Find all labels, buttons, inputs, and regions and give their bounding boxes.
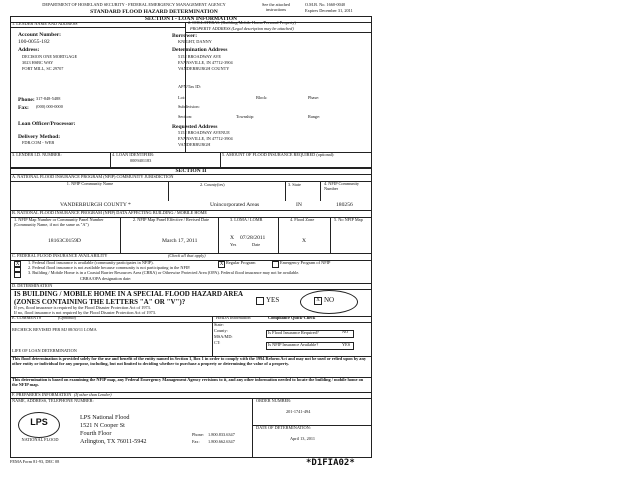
loma-check: X: [230, 235, 235, 241]
preparer-name-label: NAME, ADDRESS, TELEPHONE NUMBER:: [12, 398, 94, 403]
req-line1: 5152 BROADWAY AVENUE: [178, 130, 230, 135]
partD-note1: If yes, flood insurance is required by the Flood Disaster Protection Act of 1973.: [14, 305, 151, 310]
map-number-label: 1. NFIP Map Number or Community Panel Number (Community Name, if not the same as "A"): [14, 217, 104, 227]
state-value: IN: [296, 202, 302, 208]
lot-label: Lot:: [178, 95, 186, 100]
prep-fax: 1.800.662.6347: [208, 439, 235, 444]
partC-note: (Check all that apply): [168, 253, 206, 258]
lender-label: 1. LENDER NAME AND ADDRESS: [12, 21, 78, 26]
loma-date-sub: Date: [252, 242, 261, 247]
order-number-label: ORDER NUMBER:: [256, 398, 292, 403]
quick2-value: YES: [342, 342, 351, 347]
lender-line1: DECISION ONE MORTGAGE: [22, 54, 78, 59]
c3-checkbox[interactable]: [14, 271, 21, 279]
instructions-note: See the attached instructions: [262, 2, 290, 12]
order-number: 201-1741-494: [286, 409, 311, 414]
lender-line2: 3023 HSBC WAY: [22, 60, 54, 65]
hmda-state-label: State:: [214, 322, 224, 327]
hmda-ct-label: CT:: [214, 340, 221, 345]
regular-program-label: Regular Program: [226, 260, 256, 265]
phone-value: 317-848-5488: [36, 96, 61, 101]
partF-title: F. PREPARER'S INFORMATION: [12, 392, 72, 397]
expires-date: Expires December 31, 2011: [305, 8, 353, 13]
effective-date: March 17, 2011: [162, 238, 198, 244]
quick1-value: NO: [342, 329, 349, 334]
disclaimer-1: This flood determination is provided solely for the use and benefit of the entity named in Section 1, Box 1 in order to comply with the 1994 Reform Act and may not be used or relied upon by any other entity or individual for any purpose, including, but not limited to deciding whether to purchase a property or determining the value of a property.: [12, 356, 366, 366]
community-name: VANDERBURGH COUNTY *: [60, 202, 131, 208]
partC-title: C. FEDERAL FLOOD INSURANCE AVAILABILITY: [12, 253, 108, 258]
collateral-label: 2. COLLATERAL (Building/Mobile Home/Personal Property): [188, 20, 296, 25]
partD-note2: If no, flood insurance is not required by the Flood Disaster Protection Act of 1973.: [14, 310, 157, 315]
c1-text: 1. Federal flood insurance is available (community participates in NFIP).: [28, 260, 154, 265]
sfha-question-line2: (ZONES CONTAINING THE LETTERS "A" OR "V")?: [14, 298, 186, 306]
account-number: 100-0055-182: [18, 39, 50, 45]
regular-program-checkbox[interactable]: X: [219, 262, 224, 267]
sfha-question-line1: IS BUILDING / MOBILE HOME IN A SPECIAL FLOOD HAZARD AREA: [14, 290, 244, 298]
yes-checkbox[interactable]: [256, 297, 264, 305]
hmda-county-label: County:: [214, 328, 228, 333]
lps-logo: LPS: [18, 412, 60, 438]
emergency-program-checkbox[interactable]: [272, 261, 279, 269]
det-line3: VANDERBURGH COUNTY: [178, 66, 230, 71]
address-label: Address:: [18, 47, 40, 53]
block-label: Block:: [256, 95, 268, 100]
prep-line4: Arlington, TX 76011-5942: [80, 438, 147, 445]
prep-phone: 1.800.833.6347: [208, 432, 235, 437]
agency-line: DEPARTMENT OF HOMELAND SECURITY - FEDERAL EMERGENCY MANAGEMENT AGENCY: [42, 2, 226, 7]
det-line1: 5152 BROADWAY AVE: [178, 54, 222, 59]
form-id: FEMA Form 81-93, DEC 08: [10, 459, 60, 464]
date-value: April 13, 2011: [290, 436, 316, 441]
borrower-label: Borrower:: [172, 33, 198, 39]
fax-label: Fax:: [18, 105, 29, 111]
delivery-value: FDR.COM - WEB: [22, 140, 55, 145]
no-checkbox[interactable]: X: [314, 297, 322, 305]
account-number-label: Account Number:: [18, 32, 62, 38]
section-label: Section:: [178, 114, 193, 119]
form-title: STANDARD FLOOD HAZARD DETERMINATION: [90, 9, 218, 15]
prep-line1: LPS National Flood: [80, 414, 130, 421]
partD-title: D. DETERMINATION: [12, 283, 53, 288]
prep-line3: Fourth Floor: [80, 430, 112, 437]
col-county-label: 2. County(ies): [200, 182, 225, 187]
flood-zone-label: 4. Flood Zone: [290, 217, 315, 222]
collateral-sub: PROPERTY ADDRESS (Legal description may be attached): [190, 26, 294, 31]
apn-label: APN/Tax ID:: [178, 84, 201, 89]
omb-number: O.M.B. No. 1660-0040: [305, 2, 346, 7]
flood-zone: X: [302, 238, 307, 244]
community-number: 180256: [336, 202, 353, 208]
comment-text: RECHECK REVISED PER MJ 08/30/11 LOMA: [12, 327, 97, 332]
phase-label: Phase:: [308, 95, 320, 100]
insurance-amount-label: 5. AMOUNT OF FLOOD INSURANCE REQUIRED (optional):: [222, 152, 335, 157]
hmda-label: HMDA Information: [216, 315, 251, 320]
partE-title: E. COMMENTS: [12, 315, 42, 320]
no-map-label: 5. No NFIP Map: [334, 217, 363, 222]
effective-date-label: 2. NFIP Map Panel Effective / Revised Date: [132, 217, 210, 222]
c1-checkbox[interactable]: X: [15, 262, 20, 267]
prep-phone-label: Phone:: [192, 432, 204, 437]
col-state-label: 3. State: [288, 182, 301, 187]
yes-label: YES: [266, 296, 280, 304]
fax-value: (000) 000-0000: [36, 104, 63, 109]
col-community-label: 1. NFIP Community Name: [66, 181, 114, 186]
no-label: NO: [324, 296, 335, 304]
quick2-label: Is NFIP Insurance Available?: [268, 342, 319, 347]
lender-id-label: 3. LENDER I.D. NUMBER:: [12, 152, 62, 157]
life-of-loan: LIFE OF LOAN DETERMINATION: [12, 348, 77, 353]
loma-label: 3. LOMA / LOMR: [230, 217, 263, 222]
emergency-program-label: Emergency Program of NFIP: [280, 260, 331, 265]
disclaimer-2: This determination is based on examining the NFIP map, any Federal Emergency Management Agency revisions to it, and any other information needed to locate the building / mobile home on the NFIP map.: [12, 377, 364, 387]
range-label: Range:: [308, 114, 321, 119]
borrower-name: KNIGHT, DANNY: [178, 39, 212, 44]
partB-title: B. NATIONAL FLOOD INSURANCE PROGRAM (NFIP) DATA AFFECTING BUILDING / MOBILE HOME: [12, 210, 208, 215]
determination-address-label: Determination Address: [172, 47, 228, 53]
compliance-label: Compliance Quick-Check: [268, 315, 316, 320]
prep-line2: 1521 N Cooper St: [80, 422, 125, 429]
hmda-msa-label: MSA/MD:: [214, 334, 233, 339]
det-line2: EVANSVILLE, IN 47712-3904: [178, 60, 233, 65]
col-number-label: 4. NFIP Community Number: [324, 181, 360, 191]
c2-text: 2. Federal flood insurance is not available because community is not participating in the NFIP.: [28, 265, 191, 270]
loma-yes-sub: Yes: [230, 242, 237, 247]
stamp-code: *D1FIA02*: [306, 458, 355, 468]
partE-note: (Optional): [58, 315, 77, 320]
loan-identifier-label: 4. LOAN IDENTIFIER:: [112, 152, 155, 157]
lender-line3: FORT MILL, SC 29707: [22, 66, 64, 71]
c3-text: 3. Building / Mobile Home is in a Coastal Barrier Resources Area (CBRA) or Otherwise Protected Area (OPA). Federal flood insurance may not be available.: [28, 270, 300, 275]
partF-note: (If other than Lender): [74, 392, 112, 397]
loma-date: 07/28/2011: [240, 235, 266, 241]
date-label: DATE OF DETERMINATION:: [256, 425, 311, 430]
subdivision-label: Subdivision:: [178, 104, 200, 109]
partA-title: A. NATIONAL FLOOD INSURANCE PROGRAM (NFIP) COMMUNITY JURISDICTION: [12, 174, 174, 179]
county-name: Unincorporated Areas: [210, 202, 260, 208]
map-number: 18163C0159D: [48, 238, 81, 244]
phone-label: Phone:: [18, 97, 35, 103]
section2-title: SECTION II: [175, 168, 207, 174]
prep-fax-label: Fax:: [192, 439, 200, 444]
c3-sub: CBRA/OPA designation date:: [80, 276, 132, 281]
req-line3: VANDERBURGH: [178, 142, 211, 147]
loan-officer-label: Loan Officer/Processor:: [18, 121, 76, 127]
loan-identifier: 0009401183: [130, 158, 152, 163]
requested-address-label: Requested Address: [172, 124, 218, 130]
township-label: Township:: [236, 114, 255, 119]
delivery-label: Delivery Method:: [18, 134, 61, 140]
req-line2: EVANSVILLE, IN 47712-3904: [178, 136, 233, 141]
quick1-label: Is Flood Insurance Required?: [268, 330, 319, 335]
logo-subtext: NATIONAL FLOOD: [21, 437, 59, 442]
section1-title: SECTION I - LOAN INFORMATION: [144, 16, 238, 22]
